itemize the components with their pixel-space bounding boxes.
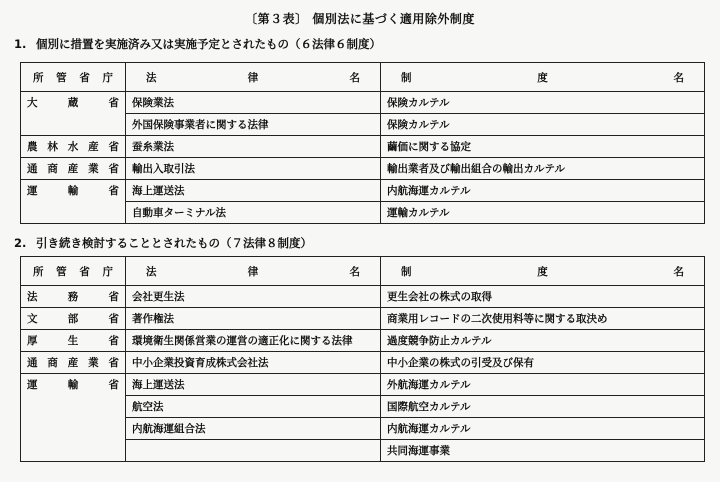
system-name-cell: 繭価に関する協定 [381, 136, 705, 158]
ministry-cell [21, 136, 126, 158]
section-1-heading [14, 36, 381, 52]
system-name-cell: 保険カルテル [381, 92, 705, 114]
system-name-cell: 中小企業の株式の引受及び保有 [381, 352, 705, 374]
table-row [21, 396, 705, 418]
char: 省 [108, 313, 119, 325]
spread-text [27, 70, 119, 85]
law-name-cell: 中小企業投資育成株式会社法 [126, 352, 381, 374]
table-row [21, 440, 705, 462]
char: 部 [67, 313, 79, 325]
char: 林 [47, 141, 58, 153]
law-name-cell: 蚕糸業法 [126, 136, 381, 158]
law-name-cell: 海上運送法 [126, 374, 381, 396]
spread-text [132, 264, 374, 279]
system-name-cell: 外航海運カルテル [381, 374, 705, 396]
char: 省 [108, 335, 119, 347]
char: 管 [56, 71, 67, 84]
char: 省 [108, 97, 119, 110]
ministry-cell [21, 114, 126, 136]
char: 庁 [102, 71, 113, 84]
char: 蔵 [67, 97, 79, 110]
char: 省 [79, 71, 90, 84]
char: 省 [108, 291, 119, 303]
table-row [21, 180, 705, 202]
char: 律 [247, 71, 259, 84]
ministry-cell [21, 418, 126, 440]
char: 省 [108, 141, 119, 153]
table-row [21, 114, 705, 136]
system-name-cell: 運輸カルテル [381, 202, 705, 224]
header-system [381, 63, 705, 92]
law-name-cell: 輸出入取引法 [126, 158, 381, 180]
table-section-1 [20, 62, 705, 224]
ministry-cell [21, 202, 126, 224]
spread-text [27, 355, 119, 370]
table-row [21, 374, 705, 396]
char: 水 [67, 141, 79, 153]
table-header-row [21, 63, 705, 92]
law-name-cell: 会社更生法 [126, 286, 381, 308]
ministry-cell [21, 440, 126, 462]
system-name-cell: 更生会社の株式の取得 [381, 286, 705, 308]
char: 産 [67, 163, 79, 175]
document-title: 〔第３表〕 個別法に基づく適用除外制度 [245, 12, 475, 26]
system-name-cell: 保険カルテル [381, 114, 705, 136]
law-name-cell: 保険業法 [126, 92, 381, 114]
ministry-cell [21, 158, 126, 180]
table-row [21, 202, 705, 224]
spread-text [387, 70, 698, 85]
law-name-cell: 外国保険事業者に関する法律 [126, 114, 381, 136]
ministry-cell [21, 92, 126, 114]
section-1-number: 1. [14, 37, 27, 51]
spread-text [132, 70, 374, 85]
char: 度 [537, 265, 548, 278]
spread-text [27, 264, 119, 279]
section-2-number: 2. [14, 236, 27, 250]
table-row [21, 308, 705, 330]
spread-text [27, 311, 119, 326]
char: 所 [33, 71, 44, 84]
char: 輸 [67, 185, 79, 198]
header-system [381, 257, 705, 286]
char: 務 [67, 291, 79, 303]
char: 省 [108, 357, 119, 369]
spread-text [27, 95, 119, 110]
section-2-heading-text: 引き続き検討することとされたもの（７法律８制度） [36, 236, 312, 250]
char: 産 [88, 141, 99, 153]
table-section-2 [20, 256, 705, 462]
char: 法 [146, 265, 157, 278]
char: 省 [108, 379, 119, 392]
table-row [21, 92, 705, 114]
spread-text [27, 377, 119, 392]
char: 通 [27, 357, 38, 369]
ministry-cell [21, 396, 126, 418]
char: 運 [27, 379, 38, 392]
char: 省 [79, 265, 90, 278]
spread-text [27, 289, 119, 304]
ministry-cell [21, 308, 126, 330]
char: 商 [47, 357, 58, 369]
system-name-cell: 商業用レコードの二次使用料等に関する取決め [381, 308, 705, 330]
char: 制 [401, 71, 412, 84]
table-row [21, 136, 705, 158]
law-name-cell [126, 440, 381, 462]
header-ministry [21, 63, 126, 92]
section-1-heading-text: 個別に措置を実施済み又は実施予定とされたもの（６法律６制度） [36, 37, 381, 51]
law-name-cell: 自動車ターミナル法 [126, 202, 381, 224]
char: 制 [401, 265, 412, 278]
law-name-cell: 内航海運組合法 [126, 418, 381, 440]
char: 通 [27, 163, 38, 175]
char: 庁 [102, 265, 113, 278]
char: 所 [33, 265, 44, 278]
char: 名 [349, 265, 360, 278]
table-row [21, 418, 705, 440]
char: 文 [27, 313, 38, 325]
header-law [126, 257, 381, 286]
system-name-cell: 輸出業者及び輸出組合の輸出カルテル [381, 158, 705, 180]
system-name-cell: 国際航空カルテル [381, 396, 705, 418]
system-name-cell: 過度競争防止カルテル [381, 330, 705, 352]
system-name-cell: 共同海運事業 [381, 440, 705, 462]
spread-text [27, 333, 119, 348]
char: 産 [67, 357, 79, 369]
char: 法 [146, 71, 157, 84]
char: 法 [27, 291, 38, 303]
char: 省 [108, 185, 119, 198]
table-row [21, 330, 705, 352]
system-name-cell: 内航海運カルテル [381, 418, 705, 440]
ministry-cell [21, 286, 126, 308]
table-header-row [21, 257, 705, 286]
table-row [21, 158, 705, 180]
law-name-cell: 航空法 [126, 396, 381, 418]
char: 業 [88, 163, 99, 175]
char: 輸 [67, 379, 79, 392]
ministry-cell [21, 352, 126, 374]
system-name-cell: 内航海運カルテル [381, 180, 705, 202]
char: 厚 [27, 335, 38, 347]
table-row [21, 352, 705, 374]
spread-text [27, 161, 119, 176]
ministry-cell [21, 374, 126, 396]
char: 業 [88, 357, 99, 369]
char: 律 [247, 265, 259, 278]
header-law [126, 63, 381, 92]
char: 生 [67, 335, 79, 347]
spread-text [27, 139, 119, 154]
section-2-heading [14, 235, 312, 251]
char: 商 [47, 163, 58, 175]
ministry-cell [21, 330, 126, 352]
char: 管 [56, 265, 67, 278]
spread-text [27, 183, 119, 198]
law-name-cell: 海上運送法 [126, 180, 381, 202]
spread-text [387, 264, 698, 279]
char: 名 [673, 71, 684, 84]
char: 運 [27, 185, 38, 198]
char: 度 [537, 71, 548, 84]
char: 農 [27, 141, 38, 153]
law-name-cell: 著作権法 [126, 308, 381, 330]
header-ministry [21, 257, 126, 286]
char: 大 [27, 97, 38, 110]
char: 名 [349, 71, 360, 84]
table-row [21, 286, 705, 308]
law-name-cell: 環境衛生関係営業の運営の適正化に関する法律 [126, 330, 381, 352]
char: 省 [108, 163, 119, 175]
char: 名 [673, 265, 684, 278]
ministry-cell [21, 180, 126, 202]
